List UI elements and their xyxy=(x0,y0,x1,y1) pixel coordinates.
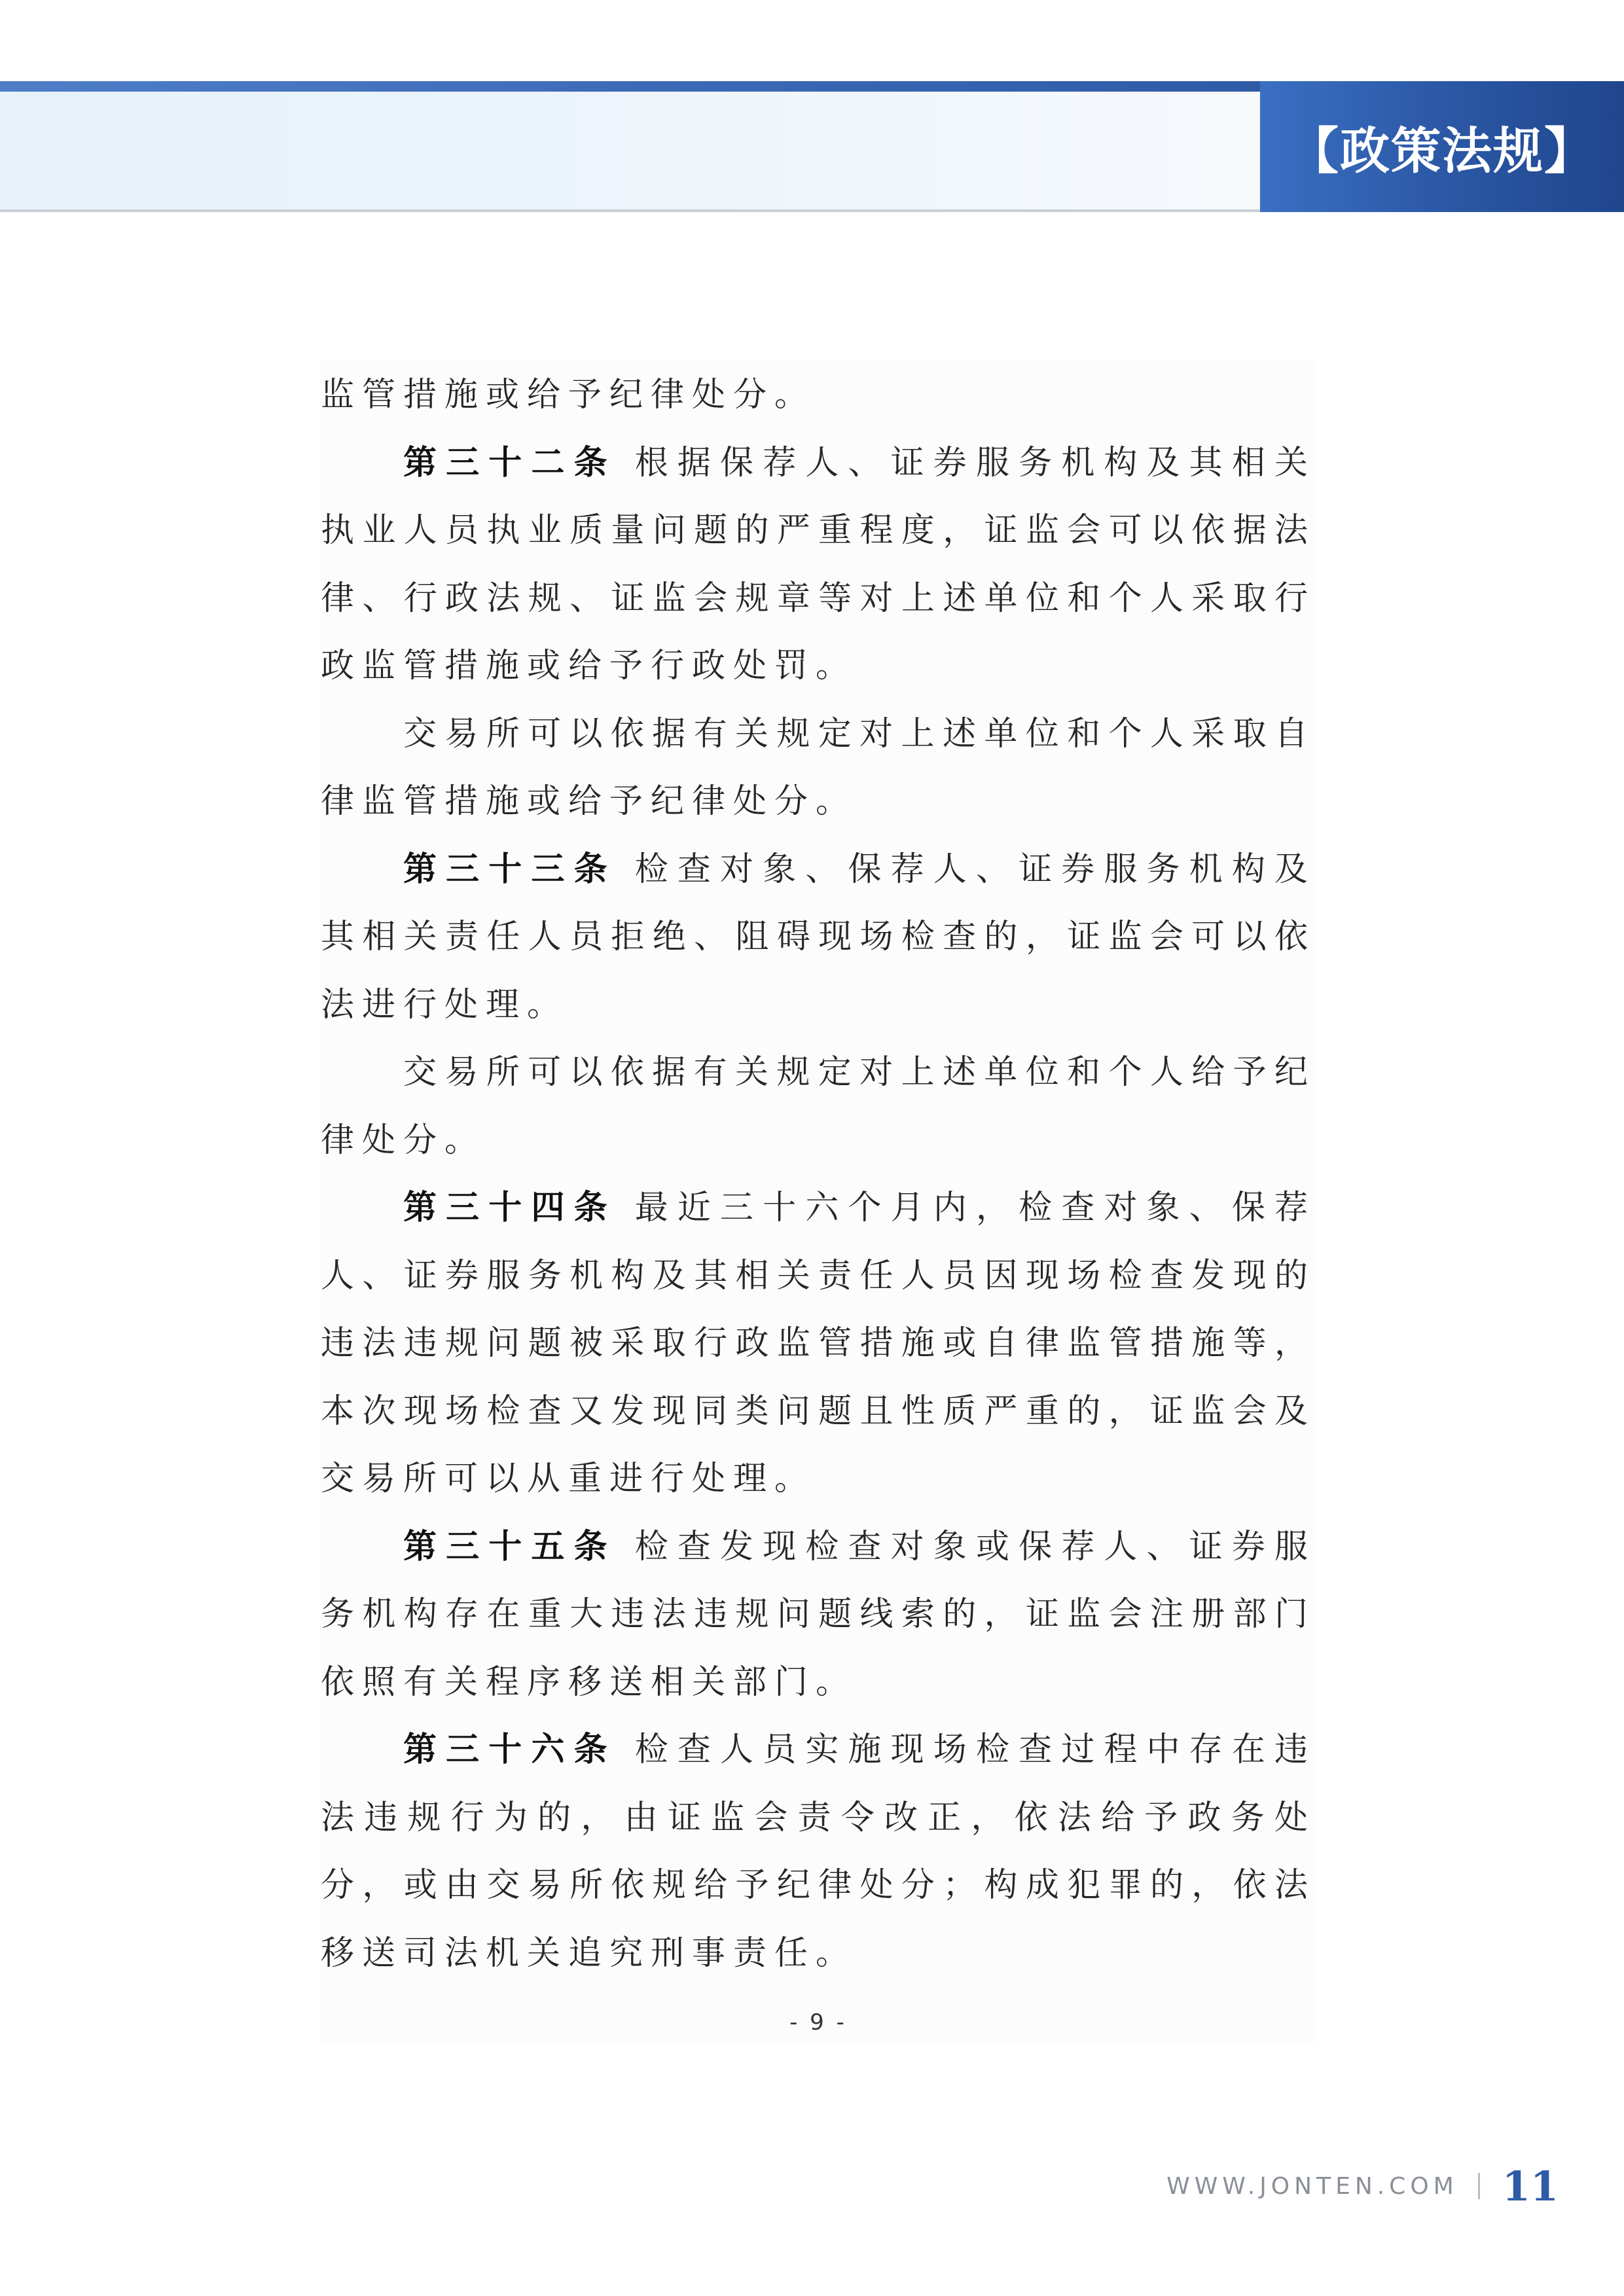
article-text: 检查对象、保荐人、证券服务机构及其相关责任人员拒绝、阻碍现场检查的，证监会可以依法进行处理。 xyxy=(321,850,1316,1024)
section-label: 【政策法规】 xyxy=(1289,121,1595,180)
website-url: WWW.JONTEN.COM xyxy=(1166,2172,1458,2200)
paragraph-continuation: 监管措施或给予纪律处分。 xyxy=(321,376,816,414)
footer-divider xyxy=(1478,2173,1480,2199)
page-header xyxy=(0,0,1624,216)
article-32-paragraph-2: 交易所可以依据有关规定对上述单位和个人采取自律监管措施或给予纪律处分。 xyxy=(321,714,1316,821)
article-number: 第三十五条 xyxy=(403,1526,617,1566)
header-top-line xyxy=(0,81,1260,92)
article-number: 第三十二条 xyxy=(403,442,617,482)
article-33 xyxy=(321,836,1316,1039)
header-band xyxy=(0,92,1260,209)
article-text: 根据保荐人、证券服务机构及其相关执业人员执业质量问题的严重程度，证监会可以依据法律、行政法规、证监会规章等对上述单位和个人采取行政监管措施或给予行政处罚。 xyxy=(321,443,1316,685)
article-body xyxy=(321,361,1316,2043)
article-32 xyxy=(321,429,1316,700)
article-number: 第三十四条 xyxy=(403,1188,617,1227)
article-35 xyxy=(321,1513,1316,1717)
article-text: 最近三十六个月内，检查对象、保荐人、证券服务机构及其相关责任人员因现场检查发现的违法违规问题被采取行政监管措施或自律监管措施等，本次现场检查又发现同类问题且性质严重的，证监会及交易所可以从重进行处理。 xyxy=(321,1189,1316,1498)
article-36 xyxy=(321,1716,1316,1987)
article-number: 第三十三条 xyxy=(403,849,617,889)
article-33-paragraph-2: 交易所可以依据有关规定对上述单位和个人给予纪律处分。 xyxy=(321,1053,1316,1160)
article-34 xyxy=(321,1174,1316,1513)
article-number: 第三十六条 xyxy=(403,1730,617,1769)
inner-page-number: - 9 - xyxy=(789,2009,847,2036)
page-number: 11 xyxy=(1502,2162,1559,2210)
header-divider xyxy=(0,209,1260,212)
article-text: 检查发现检查对象或保荐人、证券服务机构存在重大违法违规问题线索的，证监会注册部门依照有关程序移送相关部门。 xyxy=(321,1527,1316,1702)
article-text: 检查人员实施现场检查过程中存在违法违规行为的，由证监会责令改正，依法给予政务处分，或由交易所依规给予纪律处分；构成犯罪的，依法移送司法机关追究刑事责任。 xyxy=(321,1731,1316,1973)
section-tab xyxy=(1260,81,1624,212)
page-footer xyxy=(1166,2160,1559,2212)
